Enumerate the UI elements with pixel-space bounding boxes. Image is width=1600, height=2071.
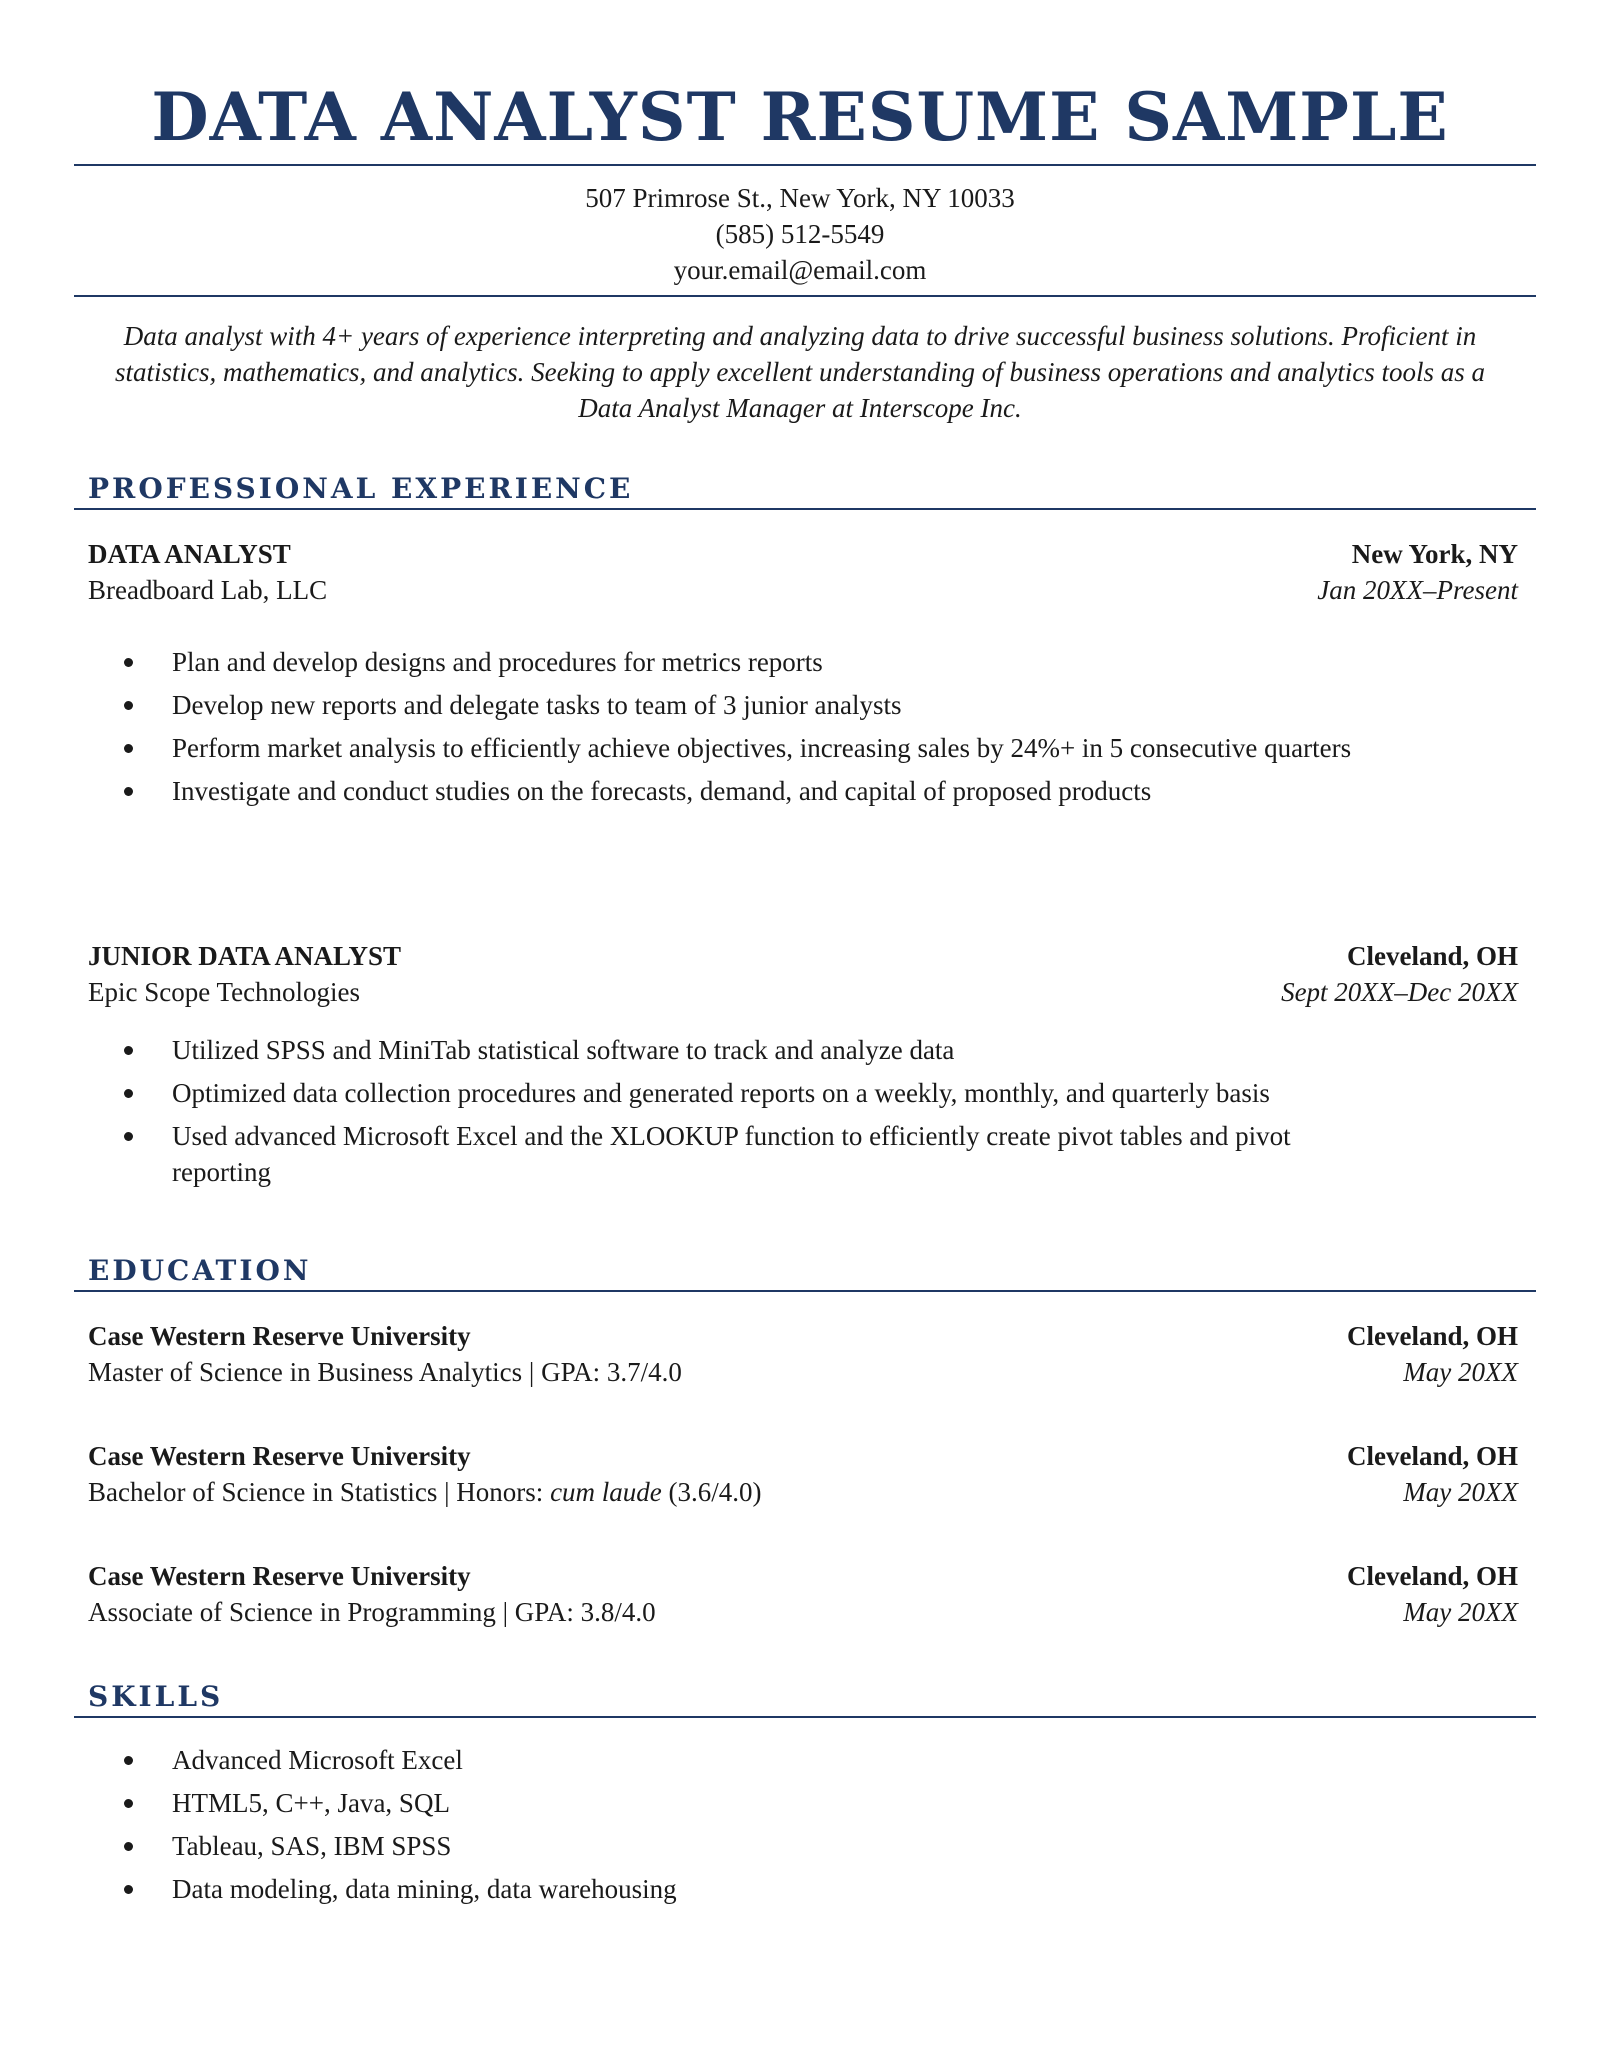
job-1-header-row — [88, 536, 1518, 572]
header-divider-top — [74, 164, 1536, 166]
education-degree: Associate of Science in Programming | GPA: 3.8/4.0 — [88, 1597, 656, 1627]
bullet-icon — [124, 1885, 133, 1894]
list-item: Advanced Microsoft Excel — [88, 1742, 1388, 1778]
bullet-icon — [124, 787, 133, 796]
list-item: HTML5, C++, Java, SQL — [88, 1785, 1388, 1821]
header-divider-bottom — [74, 295, 1536, 297]
skills-list — [88, 1742, 1388, 1914]
education-date: May 20XX — [1403, 1477, 1518, 1507]
education-1-school-row — [88, 1318, 1518, 1354]
education-honors: cum laude — [550, 1477, 662, 1507]
contact-phone: (585) 512-5549 — [715, 219, 885, 249]
education-1-degree-row — [88, 1354, 1518, 1390]
list-item: Data modeling, data mining, data warehousing — [88, 1871, 1388, 1907]
job-2-company-row — [88, 974, 1518, 1010]
education-location: Cleveland, OH — [1346, 1561, 1518, 1591]
list-item: Develop new reports and delegate tasks to team of 3 junior analysts — [88, 687, 1388, 723]
job-title: DATA ANALYST — [88, 539, 291, 569]
job-location: New York, NY — [1351, 539, 1518, 569]
section-heading-experience: PROFESSIONAL EXPERIENCE — [88, 472, 634, 505]
education-school: Case Western Reserve University — [88, 1321, 471, 1351]
section-heading-skills: SKILLS — [88, 1680, 224, 1713]
education-degree: Bachelor of Science in Statistics | Honors: cum laude (3.6/4.0) — [88, 1477, 762, 1507]
list-item: Optimized data collection procedures and generated reports on a weekly, monthly, and quarterly basis — [88, 1075, 1388, 1111]
education-divider — [74, 1290, 1536, 1292]
education-location: Cleveland, OH — [1346, 1321, 1518, 1351]
skills-divider — [74, 1716, 1536, 1718]
list-item: Used advanced Microsoft Excel and the XLOOKUP function to efficiently create pivot tables and pivot reporting — [88, 1118, 1388, 1190]
list-item: Utilized SPSS and MiniTab statistical software to track and analyze data — [88, 1032, 1388, 1068]
job-dates: Jan 20XX–Present — [1317, 575, 1518, 605]
education-school: Case Western Reserve University — [88, 1441, 471, 1471]
bullet-icon — [124, 1799, 133, 1808]
job-location: Cleveland, OH — [1346, 941, 1518, 971]
job-company: Epic Scope Technologies — [88, 977, 361, 1007]
contact-address: 507 Primrose St., New York, NY 10033 — [585, 183, 1015, 213]
bullet-icon — [124, 1756, 133, 1765]
list-item: Tableau, SAS, IBM SPSS — [88, 1828, 1388, 1864]
bullet-icon — [124, 1132, 133, 1141]
education-3-school-row — [88, 1558, 1518, 1594]
list-item: Plan and develop designs and procedures for metrics reports — [88, 644, 1388, 680]
bullet-icon — [124, 701, 133, 710]
job-1-bullets — [88, 644, 1388, 816]
education-2-school-row — [88, 1438, 1518, 1474]
job-2-bullets — [88, 1032, 1388, 1197]
bullet-icon — [124, 1046, 133, 1055]
education-2-degree-row — [88, 1474, 1518, 1510]
professional-summary: Data analyst with 4+ years of experience interpreting and analyzing data to drive successful business solutions. Proficient in statistics, mathematics, and analytics. Seeking to apply excellent understanding of business operations and analytics tools as a Data Analyst Manager at Interscope Inc. — [114, 321, 1486, 423]
experience-divider — [74, 508, 1536, 510]
contact-email: your.email@email.com — [673, 255, 927, 285]
bullet-icon — [124, 744, 133, 753]
bullet-icon — [124, 1089, 133, 1098]
job-2-header-row — [88, 938, 1518, 974]
education-3-degree-row — [88, 1594, 1518, 1630]
job-company: Breadboard Lab, LLC — [88, 575, 328, 605]
education-degree: Master of Science in Business Analytics | GPA: 3.7/4.0 — [88, 1357, 682, 1387]
section-heading-education: EDUCATION — [88, 1254, 312, 1287]
bullet-icon — [124, 658, 133, 667]
resume-title: DATA ANALYST RESUME SAMPLE — [151, 78, 1449, 156]
list-item: Investigate and conduct studies on the forecasts, demand, and capital of proposed products — [88, 773, 1388, 809]
education-date: May 20XX — [1403, 1597, 1518, 1627]
list-item: Perform market analysis to efficiently achieve objectives, increasing sales by 24%+ in 5 consecutive quarters — [88, 730, 1388, 766]
job-dates: Sept 20XX–Dec 20XX — [1281, 977, 1518, 1007]
bullet-icon — [124, 1842, 133, 1851]
education-school: Case Western Reserve University — [88, 1561, 471, 1591]
education-location: Cleveland, OH — [1346, 1441, 1518, 1471]
education-date: May 20XX — [1403, 1357, 1518, 1387]
job-1-company-row — [88, 572, 1518, 608]
contact-block — [0, 180, 1600, 288]
job-title: JUNIOR DATA ANALYST — [88, 941, 402, 971]
